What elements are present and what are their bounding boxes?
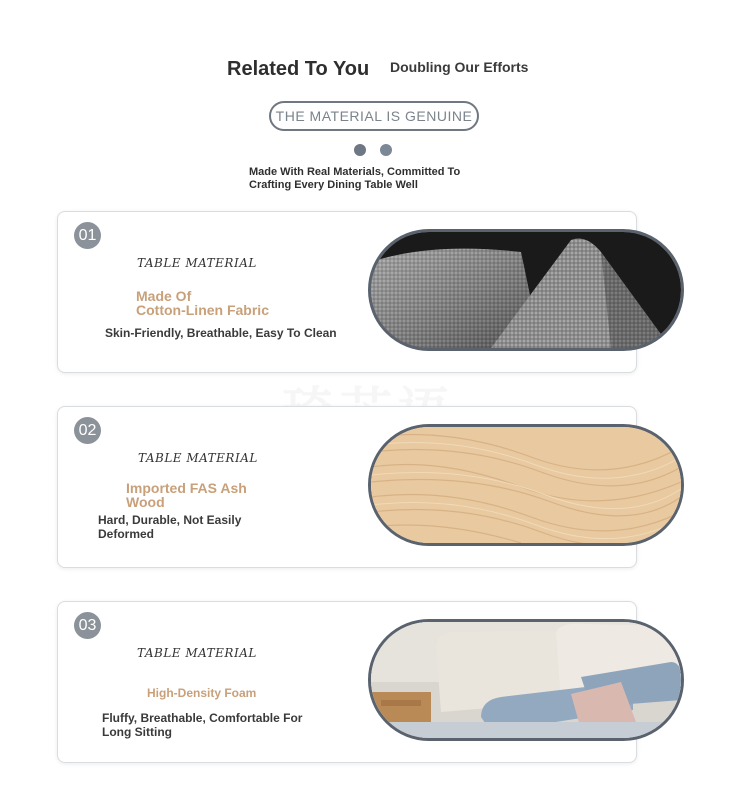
material-name-line2: Cotton-Linen Fabric [136, 302, 269, 318]
material-description [98, 513, 241, 541]
description-line1: Fluffy, Breathable, Comfortable For [102, 711, 303, 725]
wood-grain-graphic [371, 427, 681, 543]
linen-fabric-image [368, 229, 684, 351]
carousel-dot-1[interactable] [354, 144, 366, 156]
carousel-dot-2[interactable] [380, 144, 392, 156]
bed-foam-image [368, 619, 684, 741]
ash-wood-image [368, 424, 684, 546]
page-subtitle: Doubling Our Efforts [390, 59, 529, 75]
description-line2: Long Sitting [102, 725, 172, 739]
material-card-2 [57, 406, 637, 568]
material-label: TABLE MATERIAL [137, 256, 257, 270]
material-name-line1: Made Of [136, 288, 192, 304]
genuine-badge: THE MATERIAL IS GENUINE [269, 101, 479, 131]
material-description [102, 711, 302, 739]
material-label: TABLE MATERIAL [137, 646, 257, 660]
page-title: Related To You [227, 58, 370, 80]
material-name-line2: Wood [126, 494, 165, 510]
material-name-line1: Imported FAS Ash [126, 480, 247, 496]
material-card-1 [57, 211, 637, 373]
material-name [126, 481, 247, 509]
description-line2: Deformed [98, 527, 155, 541]
number-badge: 01 [74, 222, 101, 249]
number-badge: 02 [74, 417, 101, 444]
material-description: Skin-Friendly, Breathable, Easy To Clean [105, 326, 337, 340]
description-line1: Hard, Durable, Not Easily [98, 513, 242, 527]
material-label: TABLE MATERIAL [138, 451, 258, 465]
bed-pillows-graphic [371, 622, 681, 738]
material-card-3 [57, 601, 637, 763]
linen-fabric-graphic [371, 232, 681, 348]
material-name [136, 289, 269, 317]
material-name: High-Density Foam [147, 686, 257, 700]
intro-text: Made With Real Materials, Committed To Crafting Every Dining Table Well [249, 166, 461, 191]
number-badge: 03 [74, 612, 101, 639]
